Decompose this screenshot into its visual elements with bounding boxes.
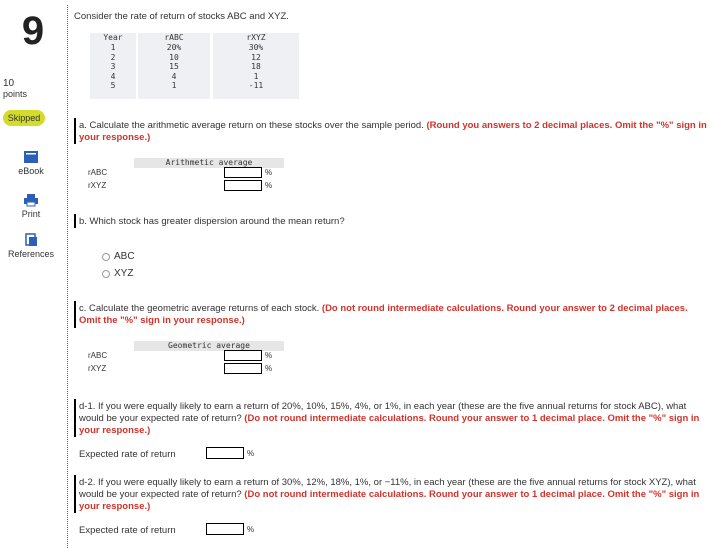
table-cell: -11 bbox=[248, 81, 264, 90]
part-c-text: c. Calculate the geometric average returns of each stock. bbox=[79, 303, 322, 314]
table-cell: 20% bbox=[166, 43, 182, 52]
points-label: points bbox=[3, 89, 28, 99]
points-value: 10 bbox=[3, 78, 15, 89]
part-d1-instruction: (Do not round intermediate calculations. Round your answer to 1 decimal place. Omit the "%" sign in your response.) bbox=[79, 413, 700, 436]
arithmetic-average-header: Arithmetic average bbox=[134, 158, 284, 168]
part-c-question bbox=[79, 303, 711, 327]
references-button[interactable] bbox=[0, 233, 62, 259]
percent-sign: % bbox=[247, 449, 255, 458]
table-header: rXYZ bbox=[246, 33, 266, 42]
answer-row-label: rXYZ bbox=[88, 181, 107, 190]
table-cell: 1 bbox=[110, 43, 116, 52]
xyz-arithmetic-input[interactable] bbox=[224, 180, 262, 191]
radio-abc[interactable] bbox=[102, 253, 110, 261]
part-a-text: a. Calculate the arithmetic average return on these stocks over the sample period. bbox=[79, 120, 427, 131]
d2-expected-return-input[interactable] bbox=[206, 523, 244, 535]
xyz-geometric-input[interactable] bbox=[224, 363, 262, 374]
references-label: References bbox=[7, 249, 55, 259]
answer-row-label: rABC bbox=[88, 351, 108, 360]
part-marker bbox=[74, 475, 76, 513]
table-header: rABC bbox=[164, 33, 184, 42]
table-cell: 5 bbox=[110, 81, 116, 90]
abc-column bbox=[138, 33, 210, 91]
table-header: Year bbox=[103, 33, 123, 42]
abc-geometric-input[interactable] bbox=[224, 350, 262, 361]
answer-row-label: rABC bbox=[88, 168, 108, 177]
intro-text: Consider the rate of return of stocks ABC and XYZ. bbox=[74, 11, 289, 22]
year-column bbox=[90, 33, 136, 91]
references-icon bbox=[23, 233, 39, 247]
percent-sign: % bbox=[265, 364, 273, 373]
table-cell: 4 bbox=[171, 71, 177, 81]
table-cell: 30% bbox=[248, 43, 264, 52]
table-cell: 15 bbox=[169, 62, 179, 71]
percent-sign: % bbox=[265, 351, 273, 360]
table-cell: 3 bbox=[110, 62, 116, 71]
table-cell: 2 bbox=[110, 52, 116, 62]
answer-row-label: rXYZ bbox=[88, 364, 107, 373]
part-a-instruction: (Round you answers to 2 decimal places. Omit the "%" sign in your response.) bbox=[79, 120, 707, 143]
radio-abc-label[interactable]: ABC bbox=[114, 251, 135, 262]
part-c-instruction: (Do not round intermediate calculations. Round your answer to 2 decimal places. Omit the "%" sign in your response.) bbox=[79, 303, 688, 326]
part-d1-text: d-1. If you were equally likely to earn a return of 20%, 10%, 15%, 4%, or 1%, in each year (these are the five annual returns for stock ABC), what would be your expected rate of return? bbox=[79, 401, 687, 424]
question-sidebar bbox=[0, 0, 70, 548]
skipped-badge: Skipped bbox=[3, 110, 45, 126]
part-marker bbox=[74, 301, 76, 328]
printer-icon bbox=[23, 193, 39, 207]
table-cell: 12 bbox=[251, 52, 261, 62]
book-icon bbox=[23, 150, 39, 164]
part-marker bbox=[74, 118, 76, 144]
abc-arithmetic-input[interactable] bbox=[224, 167, 262, 178]
table-cell: 1 bbox=[171, 81, 177, 90]
xyz-column bbox=[213, 33, 299, 91]
sidebar-divider bbox=[67, 5, 68, 548]
expected-return-label: Expected rate of return bbox=[79, 525, 176, 536]
percent-sign: % bbox=[247, 525, 255, 534]
question-number: 9 bbox=[21, 9, 45, 53]
part-d1-question bbox=[79, 401, 711, 437]
ebook-button[interactable] bbox=[0, 150, 62, 176]
percent-sign: % bbox=[265, 181, 273, 190]
geometric-average-header: Geometric average bbox=[134, 341, 284, 351]
radio-xyz-label[interactable]: XYZ bbox=[114, 268, 134, 279]
part-b-text: b. Which stock has greater dispersion around the mean return? bbox=[79, 216, 345, 227]
part-d2-question bbox=[79, 477, 711, 513]
radio-xyz[interactable] bbox=[102, 270, 110, 278]
expected-return-label: Expected rate of return bbox=[79, 449, 176, 460]
part-marker bbox=[74, 214, 76, 228]
table-cell: 10 bbox=[169, 52, 179, 62]
part-d2-text: d-2. If you were equally likely to earn a return of 30%, 12%, 18%, 1%, or −11%, in each year (these are the five annual returns for stock XYZ), what would be your expected rate of return? bbox=[79, 477, 696, 500]
percent-sign: % bbox=[265, 168, 273, 177]
table-cell: 18 bbox=[251, 62, 261, 71]
part-d2-instruction: (Do not round intermediate calculations. Round your answer to 1 decimal place. Omit the "%" sign in your response.) bbox=[79, 489, 700, 512]
ebook-label: eBook bbox=[18, 166, 44, 176]
table-cell: 1 bbox=[253, 71, 259, 81]
print-button[interactable] bbox=[0, 193, 62, 219]
part-marker bbox=[74, 399, 76, 437]
d1-expected-return-input[interactable] bbox=[206, 447, 244, 459]
table-cell: 4 bbox=[110, 71, 116, 81]
print-label: Print bbox=[21, 209, 41, 219]
part-a-question bbox=[79, 120, 711, 144]
